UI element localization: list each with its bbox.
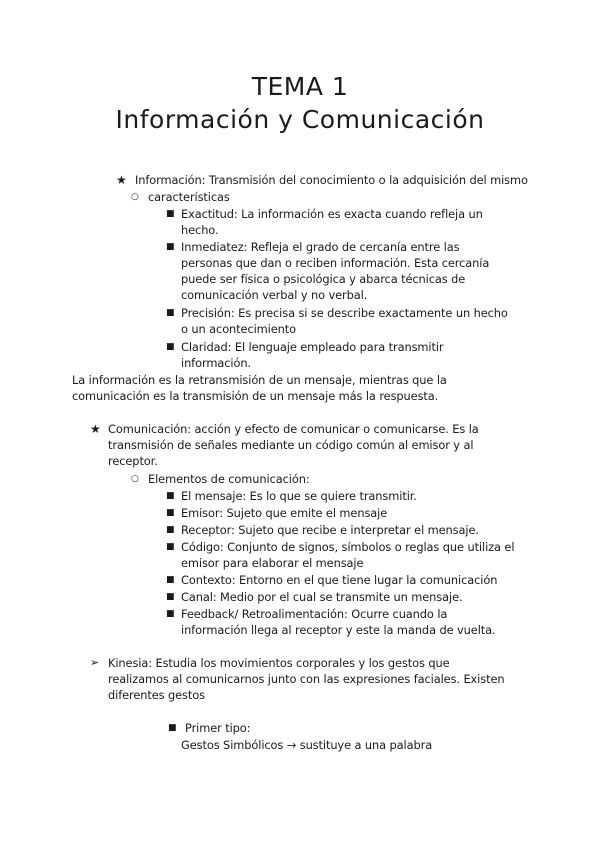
comm-item-feedback-cont: información llega al receptor y este la manda de vuelta.	[181, 623, 496, 637]
info-item-inmediatez-cont: comunicación verbal y no verbal.	[181, 288, 368, 302]
comm-item-receptor: Receptor: Sujeto que recibe e interpretar el mensaje.	[181, 523, 479, 537]
info-item-inmediatez-cont: personas que dan o reciben información. Esta cercanía	[181, 256, 490, 270]
info-item-precision: Precisión: Es precisa si se describe exactamente un hecho	[181, 306, 508, 320]
kinesia-text: Kinesia: Estudia los movimientos corporales y los gestos que	[108, 656, 450, 670]
square-bullet-icon: ■	[168, 723, 177, 733]
square-bullet-icon: ■	[166, 209, 175, 219]
info-note: La información es la retransmisión de un mensaje, mientras que la	[72, 373, 447, 387]
comm-sub-label: Elementos de comunicación:	[148, 472, 310, 486]
arrow-bullet-icon: ➢	[90, 656, 100, 669]
info-item-inmediatez: Inmediatez: Refleja el grado de cercanía entre las	[181, 240, 460, 254]
page-subtitle: Información y Comunicación	[115, 105, 485, 134]
comm-bullet-text: Comunicación: acción y efecto de comunicar o comunicarse. Es la	[108, 422, 479, 436]
comm-item-mensaje: El mensaje: Es lo que se quiere transmitir.	[181, 489, 417, 503]
comm-item-canal: Canal: Medio por el cual se transmite un mensaje.	[181, 590, 463, 604]
circle-bullet-icon: ○	[131, 474, 139, 484]
info-item-claridad-cont: información.	[181, 356, 251, 370]
square-bullet-icon: ■	[166, 242, 175, 252]
kinesia-text-cont: diferentes gestos	[108, 688, 205, 702]
square-bullet-icon: ■	[166, 542, 175, 552]
kinesia-item-detail: Gestos Simbólicos → sustituye a una palabra	[181, 738, 433, 752]
info-item-exactitud: Exactitud: La información es exacta cuando refleja un	[181, 207, 483, 221]
square-bullet-icon: ■	[166, 575, 175, 585]
kinesia-text-cont: realizamos al comunicarnos junto con las expresiones faciales. Existen	[108, 672, 505, 686]
comm-bullet-text-cont: transmisión de señales mediante un código común al emisor y al	[108, 438, 474, 452]
comm-item-codigo-cont: emisor para elaborar el mensaje	[181, 556, 364, 570]
square-bullet-icon: ■	[166, 592, 175, 602]
comm-item-contexto: Contexto: Entorno en el que tiene lugar la comunicación	[181, 573, 498, 587]
info-note-cont: comunicación es la transmisión de un mensaje más la respuesta.	[72, 389, 439, 403]
kinesia-item-label: Primer tipo:	[185, 721, 251, 735]
comm-item-codigo: Código: Conjunto de signos, símbolos o reglas que utiliza el	[181, 540, 515, 554]
info-item-inmediatez-cont: puede ser física o psicológica y abarca técnicas de	[181, 272, 466, 286]
page-title: TEMA 1	[251, 72, 349, 101]
square-bullet-icon: ■	[166, 508, 175, 518]
star-bullet-icon: ★	[116, 173, 127, 187]
info-item-claridad: Claridad: El lenguaje empleado para transmitir	[181, 340, 444, 354]
square-bullet-icon: ■	[166, 491, 175, 501]
info-bullet-text: Información: Transmisión del conocimiento o la adquisición del mismo	[135, 173, 528, 187]
square-bullet-icon: ■	[166, 308, 175, 318]
info-item-precision-cont: o un acontecimiento	[181, 322, 297, 336]
square-bullet-icon: ■	[166, 609, 175, 619]
square-bullet-icon: ■	[166, 342, 175, 352]
circle-bullet-icon: ○	[131, 192, 139, 202]
star-bullet-icon: ★	[90, 422, 101, 436]
info-sub-label: características	[148, 190, 230, 204]
square-bullet-icon: ■	[166, 525, 175, 535]
comm-bullet-text-cont: receptor.	[108, 454, 158, 468]
comm-item-feedback: Feedback/ Retroalimentación: Ocurre cuando la	[181, 607, 448, 621]
comm-item-emisor: Emisor: Sujeto que emite el mensaje	[181, 506, 388, 520]
info-item-exactitud-cont: hecho.	[181, 223, 219, 237]
